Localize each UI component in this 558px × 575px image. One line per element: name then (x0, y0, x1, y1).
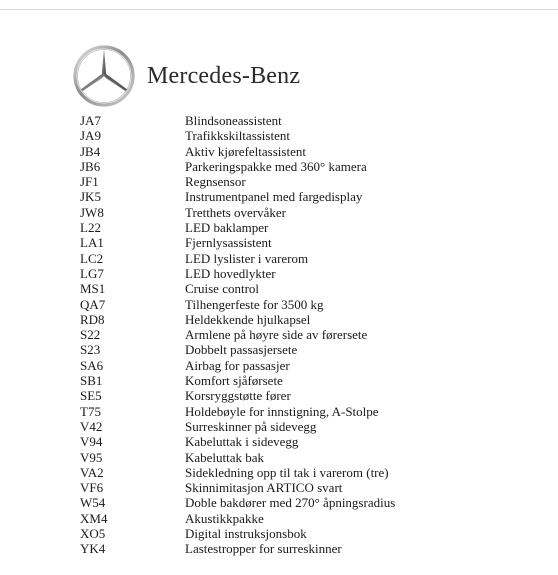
option-description: Heldekkende hjulkapsel (185, 311, 311, 327)
option-code: XO5 (80, 526, 106, 542)
option-row (80, 205, 540, 220)
option-row (80, 113, 540, 128)
option-description: Kabeluttak i sidevegg (185, 434, 299, 450)
option-code: VF6 (80, 480, 104, 496)
option-row (80, 404, 540, 419)
option-row (80, 373, 540, 388)
option-row (80, 419, 540, 434)
option-description: Airbag for passasjer (185, 357, 290, 373)
option-description: Dobbelt passasjersete (185, 342, 298, 358)
brand-header (72, 44, 492, 108)
option-description: Fjernlysassistent (185, 235, 272, 251)
option-code: SB1 (80, 373, 103, 389)
option-code-list (80, 113, 540, 557)
option-code: V94 (80, 434, 103, 450)
option-row (80, 128, 540, 143)
option-row (80, 465, 540, 480)
option-row (80, 220, 540, 235)
option-description: Blindsoneassistent (185, 113, 282, 128)
option-code: SE5 (80, 388, 102, 404)
option-code: S23 (80, 342, 101, 358)
option-code: T75 (80, 403, 101, 419)
option-description: Tretthets overvåker (185, 204, 286, 220)
brand-name: Mercedes-Benz (147, 63, 301, 89)
option-code: S22 (80, 327, 101, 343)
option-code: SA6 (80, 357, 104, 373)
option-description: Kabeluttak bak (185, 449, 265, 465)
option-description: Aktiv kjørefeltassistent (185, 143, 306, 159)
option-row (80, 495, 540, 510)
option-description: Sidekledning opp til tak i varerom (tre) (185, 464, 389, 480)
option-row (80, 450, 540, 465)
option-code: JA9 (80, 128, 101, 144)
option-code: RD8 (80, 311, 105, 327)
option-row (80, 434, 540, 449)
option-row (80, 159, 540, 174)
option-row (80, 266, 540, 281)
option-row (80, 312, 540, 327)
option-code: XM4 (80, 510, 108, 526)
option-description: LED baklamper (185, 220, 269, 236)
option-code: JF1 (80, 174, 99, 190)
option-code: W54 (80, 495, 106, 511)
option-row (80, 189, 540, 204)
option-code: LG7 (80, 265, 104, 281)
option-code: QA7 (80, 296, 106, 312)
option-description: Parkeringspakke med 360° kamera (185, 158, 367, 174)
option-row (80, 541, 540, 556)
option-code: LA1 (80, 235, 104, 251)
option-code: V95 (80, 449, 103, 465)
option-code: JB6 (80, 158, 101, 174)
option-row (80, 388, 540, 403)
option-description: Tilhengerfeste for 3500 kg (185, 296, 324, 312)
option-description: LED hovedlykter (185, 265, 276, 281)
option-code: V42 (80, 418, 103, 434)
option-code: VA2 (80, 464, 104, 480)
option-row (80, 480, 540, 495)
option-code: JA7 (80, 113, 101, 128)
option-description: Komfort sjåførsete (185, 373, 283, 389)
option-row (80, 511, 540, 526)
option-code: JB4 (80, 143, 101, 159)
option-description: Holdebøyle for innstigning, A-Stolpe (185, 403, 379, 419)
mercedes-star-icon (72, 44, 136, 108)
option-row (80, 281, 540, 296)
option-row (80, 327, 540, 342)
option-code: LC2 (80, 250, 104, 266)
option-description: Trafikkskiltassistent (185, 128, 290, 144)
option-code: L22 (80, 220, 101, 236)
option-row (80, 251, 540, 266)
option-description: Lastestropper for surreskinner (185, 541, 342, 557)
option-row (80, 144, 540, 159)
top-divider (0, 9, 558, 10)
option-row (80, 526, 540, 541)
option-code: YK4 (80, 541, 106, 557)
option-row (80, 174, 540, 189)
option-description: Doble bakdører med 270° åpningsradius (185, 495, 396, 511)
option-row (80, 342, 540, 357)
option-description: Armlene på høyre side av førersete (185, 327, 368, 343)
option-description: Regnsensor (185, 174, 246, 190)
option-code: JK5 (80, 189, 101, 205)
option-description: LED lyslister i varerom (185, 250, 309, 266)
option-description: Digital instruksjonsbok (185, 526, 307, 542)
option-description: Skinnimitasjon ARTICO svart (185, 480, 343, 496)
option-row (80, 358, 540, 373)
option-row (80, 297, 540, 312)
option-description: Korsryggstøtte fører (185, 388, 291, 404)
option-code: MS1 (80, 281, 106, 297)
option-description: Akustikkpakke (185, 510, 264, 526)
option-row (80, 235, 540, 250)
option-code: JW8 (80, 204, 104, 220)
option-description: Instrumentpanel med fargedisplay (185, 189, 363, 205)
option-description: Surreskinner på sidevegg (185, 418, 317, 434)
option-description: Cruise control (185, 281, 260, 297)
